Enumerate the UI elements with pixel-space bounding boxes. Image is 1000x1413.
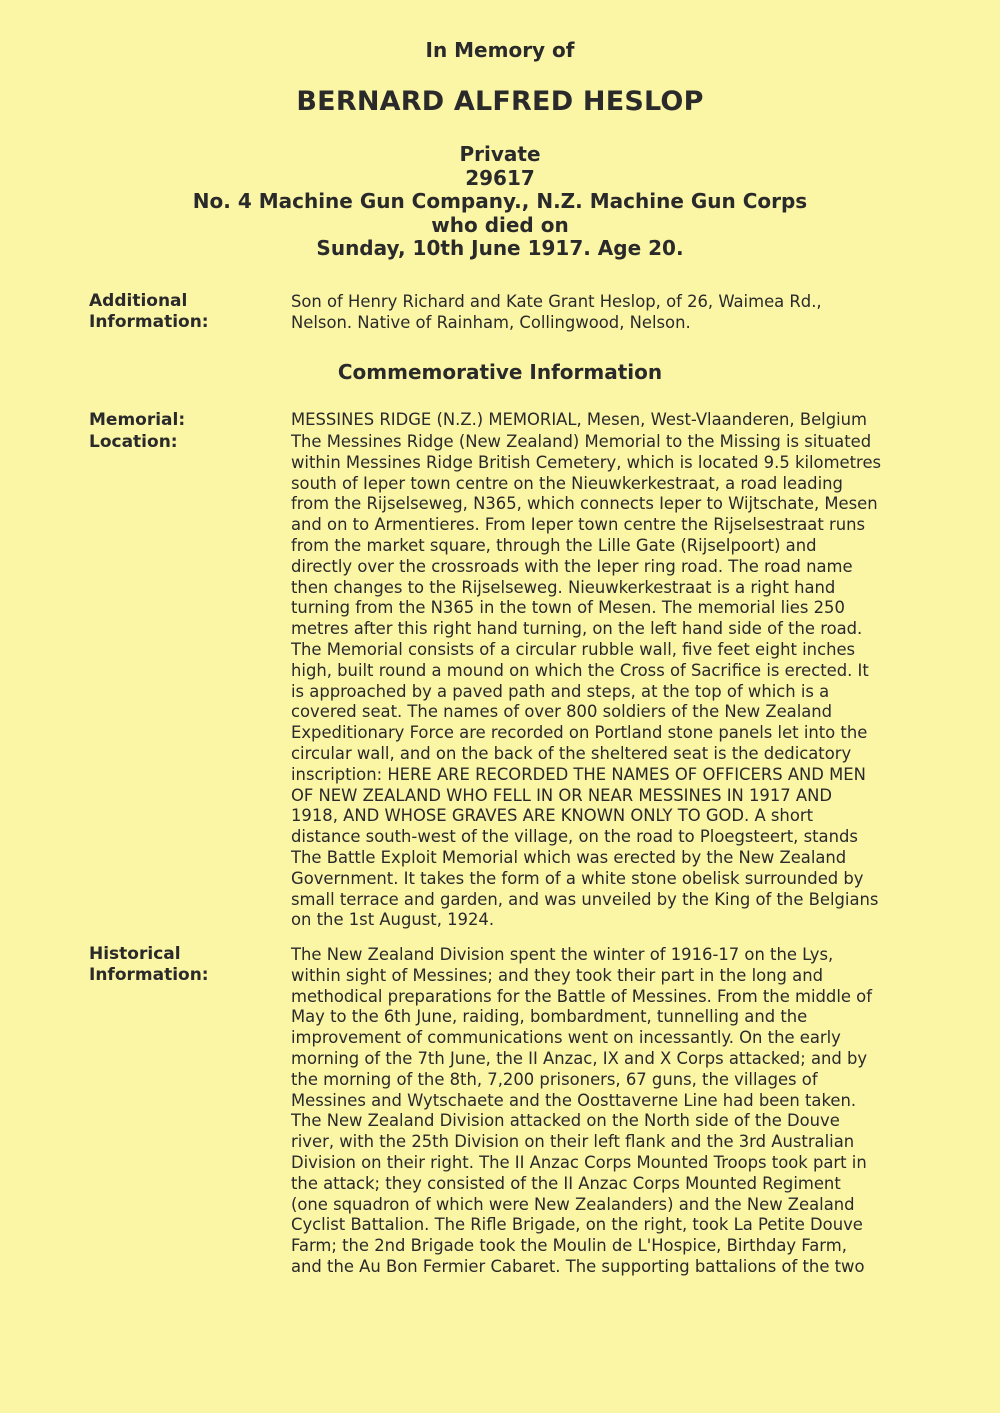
text-line: distance south-west of the village, on the road to Ploegsteert, stands	[291, 827, 858, 847]
text-line: morning of the 7th June, the II Anzac, IX and X Corps attacked; and by	[291, 1048, 868, 1068]
text-line: is approached by a paved path and steps, at the top of which is a	[291, 681, 830, 701]
text-line: from the market square, through the Lille Gate (Rijselpoort) and	[291, 535, 817, 555]
text-line: Expeditionary Force are recorded on Portland stone panels let into the	[291, 723, 868, 743]
death-date: Sunday, 10th June 1917. Age 20.	[316, 236, 684, 260]
service-number: 29617	[465, 165, 535, 190]
text-line: (one squadron of which were New Zealanders) and the New Zealand	[291, 1194, 855, 1214]
text-line: circular wall, and on the back of the sheltered seat is the dedicatory	[291, 743, 852, 763]
text-line: Messines and Wytschaete and the Oosttaverne Line had been taken.	[291, 1090, 857, 1110]
text-line: Division on their right. The II Anzac Corps Mounted Troops took part in	[291, 1152, 867, 1172]
memorial-value: MESSINES RIDGE (N.Z.) MEMORIAL, Mesen, West-Vlaanderen, Belgium	[291, 410, 868, 429]
rank: Private	[459, 142, 541, 166]
text-line: Cyclist Battalion. The Rifle Brigade, on the right, took La Petite Douve	[291, 1215, 863, 1235]
text-line: then changes to the Rijselseweg. Nieuwkerkestraat is a right hand	[291, 577, 836, 597]
text-line: within Messines Ridge British Cemetery, which is located 9.5 kilometres	[291, 452, 882, 472]
additional-info-text	[291, 292, 931, 334]
text-line: OF NEW ZEALAND WHO FELL IN OR NEAR MESSINES IN 1917 AND	[291, 785, 833, 805]
text-line: the morning of the 8th, 7,200 prisoners, 67 guns, the villages of	[291, 1069, 818, 1089]
text-line: Farm; the 2nd Brigade took the Moulin de L'Hospice, Birthday Farm,	[291, 1236, 847, 1256]
text-line: south of Ieper town centre on the Nieuwkerkestraat, a road leading	[291, 473, 843, 493]
text-line: The Battle Exploit Memorial which was erected by the New Zealand	[291, 847, 847, 867]
unit: No. 4 Machine Gun Company., N.Z. Machine Gun Corps	[192, 189, 808, 213]
text-line: small terrace and garden, and was unveiled by the King of the Belgians	[291, 889, 879, 909]
text-line: The New Zealand Division spent the winter of 1916-17 on the Lys,	[291, 945, 834, 964]
text-line: river, with the 25th Division on their left flank and the 3rd Australian	[291, 1132, 855, 1152]
text-line: high, built round a mound on which the Cross of Sacrifice is erected. It	[291, 660, 869, 680]
text-line: the attack; they consisted of the II Anzac Corps Mounted Regiment	[291, 1173, 841, 1193]
died-on-label: who died on	[431, 212, 569, 237]
text-line: on the 1st August, 1924.	[291, 910, 495, 930]
service-details	[0, 143, 1000, 261]
soldier-name: BERNARD ALFRED HESLOP	[296, 86, 704, 117]
text-line: turning from the N365 in the town of Mesen. The memorial lies 250	[291, 598, 845, 618]
text-line: from the Rijselseweg, N365, which connects Ieper to Wijtschate, Mesen	[291, 494, 878, 514]
text-line: and the Au Bon Fermier Cabaret. The supporting battalions of the two	[291, 1256, 865, 1276]
historical-info-label: Historical Information:	[89, 944, 209, 985]
text-line: improvement of communications went on incessantly. On the early	[291, 1028, 841, 1048]
text-line: covered seat. The names of over 800 soldiers of the New Zealand	[291, 702, 833, 722]
text-line: methodical preparations for the Battle of Messines. From the middle of	[291, 986, 872, 1006]
text-line: and on to Armentieres. From Ieper town centre the Rijselsestraat runs	[291, 515, 866, 535]
commemorative-heading: Commemorative Information	[337, 360, 663, 384]
in-memory-heading: In Memory of	[425, 38, 575, 62]
memorial-label: Memorial:	[89, 410, 186, 430]
text-line: inscription: HERE ARE RECORDED THE NAMES OF OFFICERS AND MEN	[291, 764, 866, 784]
text-line: 1918, AND WHOSE GRAVES ARE KNOWN ONLY TO GOD. A short	[291, 806, 814, 826]
location-label: Location:	[89, 432, 178, 452]
text-line: Nelson. Native of Rainham, Collingwood, Nelson.	[291, 312, 691, 332]
historical-info-text	[291, 945, 931, 1278]
text-line: The Messines Ridge (New Zealand) Memorial to the Missing is situated	[291, 432, 872, 451]
text-line: directly over the crossroads with the Ieper ring road. The road name	[291, 556, 853, 576]
text-line: within sight of Messines; and they took their part in the long and	[291, 965, 824, 985]
text-line: The New Zealand Division attacked on the North side of the Douve	[291, 1111, 840, 1131]
text-line: May to the 6th June, raiding, bombardment, tunnelling and the	[291, 1007, 808, 1027]
additional-info-label: Additional Information:	[89, 291, 209, 332]
text-line: metres after this right hand turning, on the left hand side of the road.	[291, 619, 863, 639]
text-line: Government. It takes the form of a white stone obelisk surrounded by	[291, 868, 864, 888]
location-text	[291, 432, 931, 931]
text-line: The Memorial consists of a circular rubble wall, five feet eight inches	[291, 639, 856, 659]
text-line: Son of Henry Richard and Kate Grant Heslop, of 26, Waimea Rd.,	[291, 292, 822, 311]
